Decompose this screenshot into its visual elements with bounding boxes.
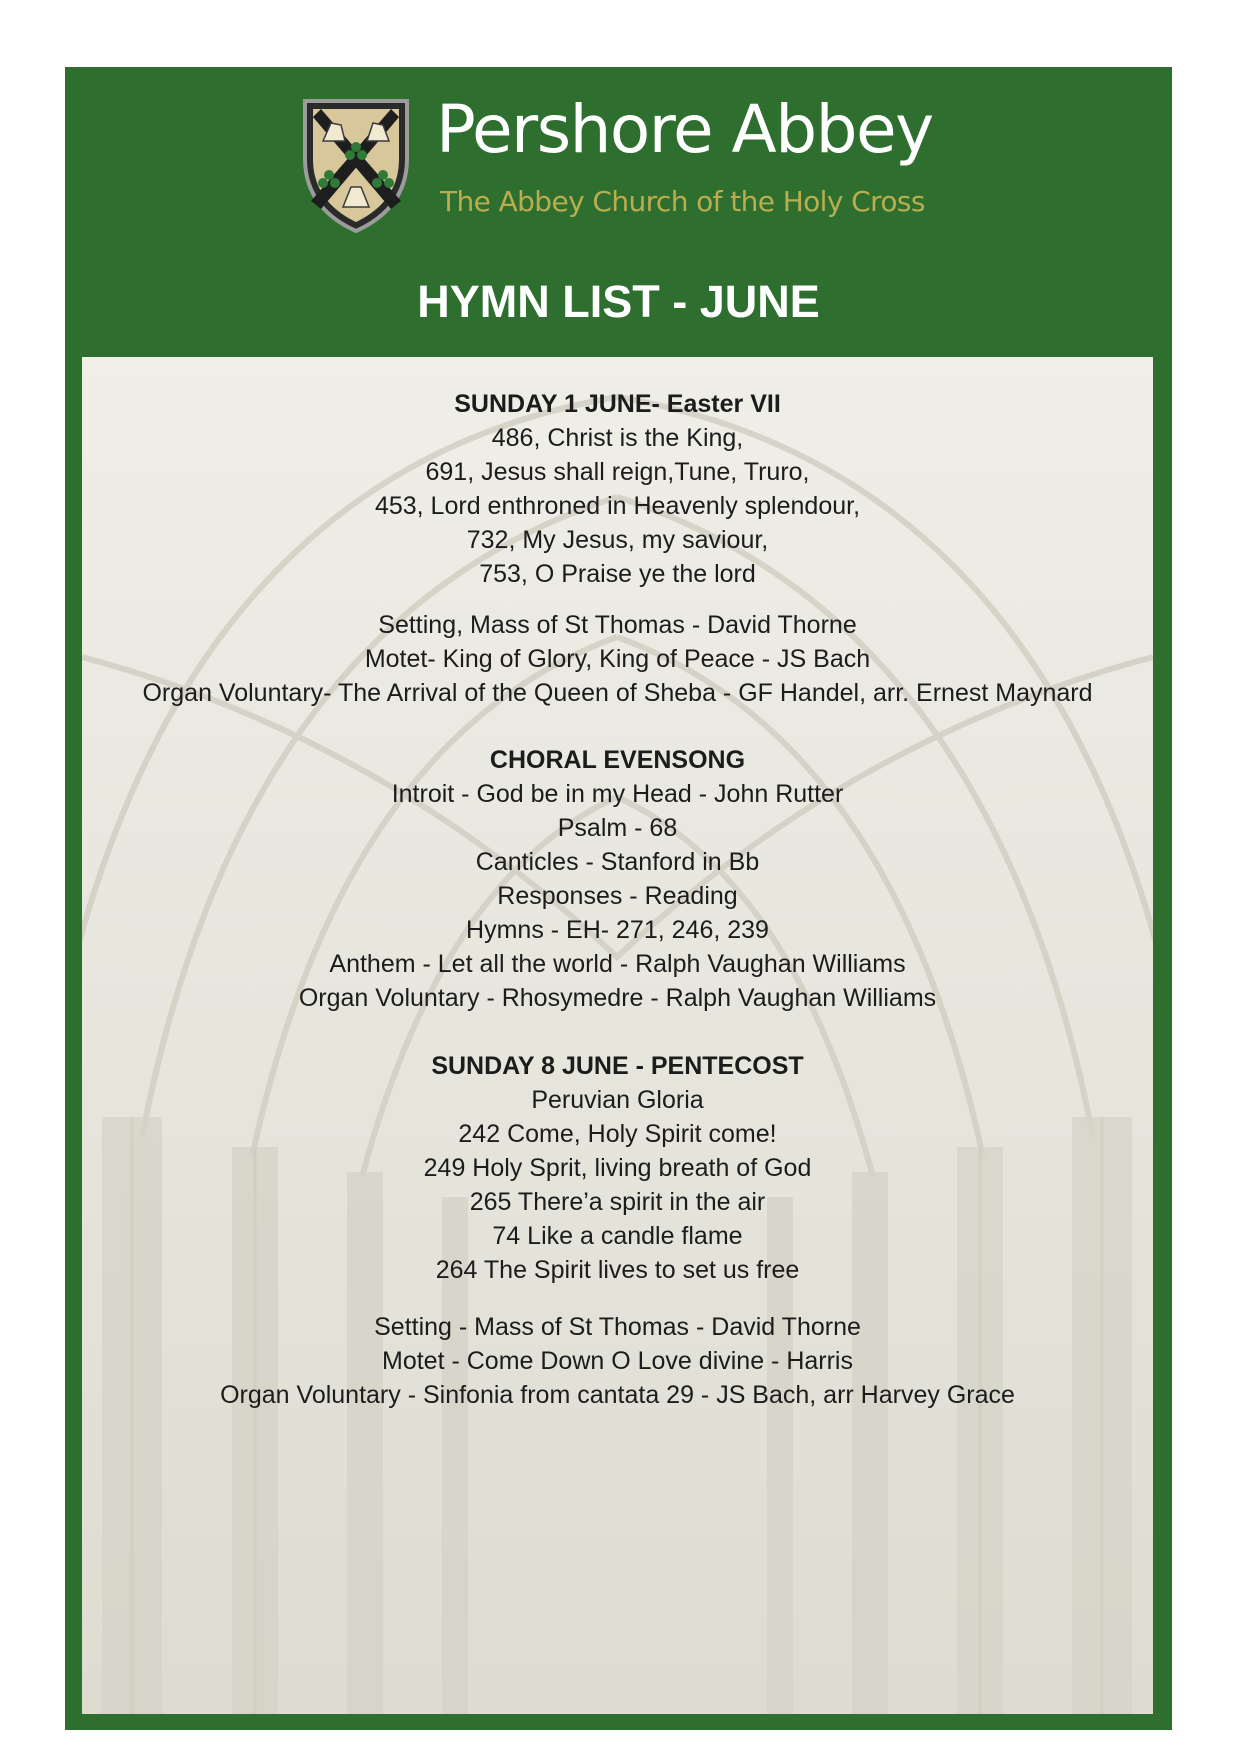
hymn-line: 74 Like a candle flame (492, 1222, 743, 1250)
brand-tagline: The Abbey Church of the Holy Cross (440, 185, 925, 218)
section-heading: SUNDAY 8 JUNE - PENTECOST (431, 1052, 804, 1080)
evensong-line: Introit - God be in my Head - John Rutter (391, 780, 844, 808)
evensong-line: Canticles - Stanford in Bb (475, 848, 760, 876)
hymn-line: Peruvian Gloria (531, 1086, 704, 1114)
hymn-line: 249 Holy Sprit, living breath of God (423, 1154, 812, 1182)
music-line: Organ Voluntary - Sinfonia from cantata 29 - JS Bach, arr Harvey Grace (220, 1381, 1015, 1409)
hymn-line: 265 There’a spirit in the air (469, 1188, 766, 1216)
abbey-crest-icon (301, 97, 411, 233)
evensong-line: Hymns - EH- 271, 246, 239 (466, 916, 769, 944)
hymn-line: 453, Lord enthroned in Heavenly splendour, (374, 492, 861, 520)
header (65, 67, 1172, 357)
evensong-line: Responses - Reading (497, 882, 738, 910)
hymn-line: 486, Christ is the King, (491, 424, 744, 452)
music-line: Organ Voluntary- The Arrival of the Queen of Sheba - GF Handel, arr. Ernest Maynard (142, 679, 1093, 707)
music-line: Motet- King of Glory, King of Peace - JS Bach (364, 645, 871, 673)
hymn-line: 242 Come, Holy Spirit come! (458, 1120, 777, 1148)
evensong-line: Psalm - 68 (557, 814, 678, 842)
music-line: Setting - Mass of St Thomas - David Thorne (374, 1313, 861, 1341)
hymn-line: 264 The Spirit lives to set us free (435, 1256, 800, 1284)
hymn-line: 691, Jesus shall reign,Tune, Truro, (425, 458, 810, 486)
hymn-line: 753, O Praise ye the lord (479, 560, 756, 588)
evensong-line: Anthem - Let all the world - Ralph Vaughan Williams (329, 950, 906, 978)
music-line: Motet - Come Down O Love divine - Harris (382, 1347, 853, 1375)
section-heading: CHORAL EVENSONG (489, 746, 746, 774)
evensong-line: Organ Voluntary - Rhosymedre - Ralph Vaughan Williams (298, 984, 937, 1012)
page-frame (65, 67, 1172, 1730)
content-panel (82, 357, 1153, 1714)
music-line: Setting, Mass of St Thomas - David Thorne (378, 611, 857, 639)
brand-name: Pershore Abbey (436, 91, 933, 168)
section-heading: SUNDAY 1 JUNE- Easter VII (454, 390, 781, 418)
page-title: HYMN LIST - JUNE (417, 276, 820, 327)
hymn-line: 732, My Jesus, my saviour, (466, 526, 769, 554)
